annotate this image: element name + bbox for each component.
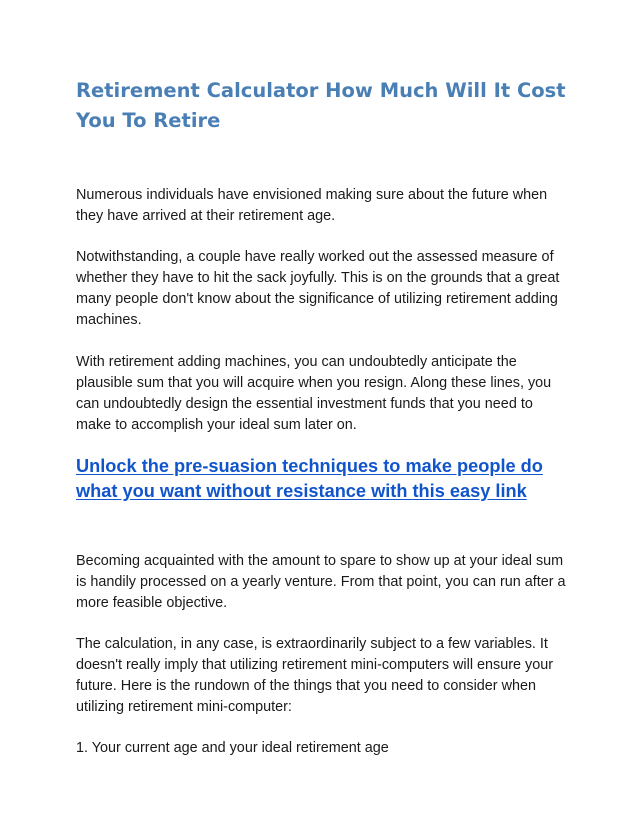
- paragraph-acquainted: Becoming acquainted with the amount to spare to show up at your ideal sum is handily processed on a yearly venture. From that point, you can run after a more feasible objective.: [76, 553, 566, 611]
- paragraph-notwithstanding: Notwithstanding, a couple have really worked out the assessed measure of whether they have to hit the sack joyfully. This is on the grounds that a great many people don't know about the significance of utilizing retirement adding machines.: [76, 249, 560, 328]
- pre-suasion-link[interactable]: Unlock the pre-suasion techniques to make people do what you want without resistance with this easy link: [76, 456, 543, 501]
- list-item-current-age: 1. Your current age and your ideal retirement age: [76, 740, 389, 756]
- paragraph-adding-machines: With retirement adding machines, you can undoubtedly anticipate the plausible sum that you will acquire when you resign. Along these lines, you can undoubtedly design the essential investment funds that you need to make to accomplish your ideal sum later on.: [76, 354, 552, 433]
- document-page: [76, 76, 566, 759]
- paragraph-intro: Numerous individuals have envisioned making sure about the future when they have arrived at their retirement age.: [76, 187, 548, 224]
- paragraph-calculation: The calculation, in any case, is extraordinarily subject to a few variables. It doesn't really imply that utilizing retirement mini-computers will ensure your future. Here is the rundown of the things that you need to consider when utilizing retirement mini-computer:: [76, 636, 554, 715]
- document-title: Retirement Calculator How Much Will It Cost You To Retire: [76, 79, 566, 132]
